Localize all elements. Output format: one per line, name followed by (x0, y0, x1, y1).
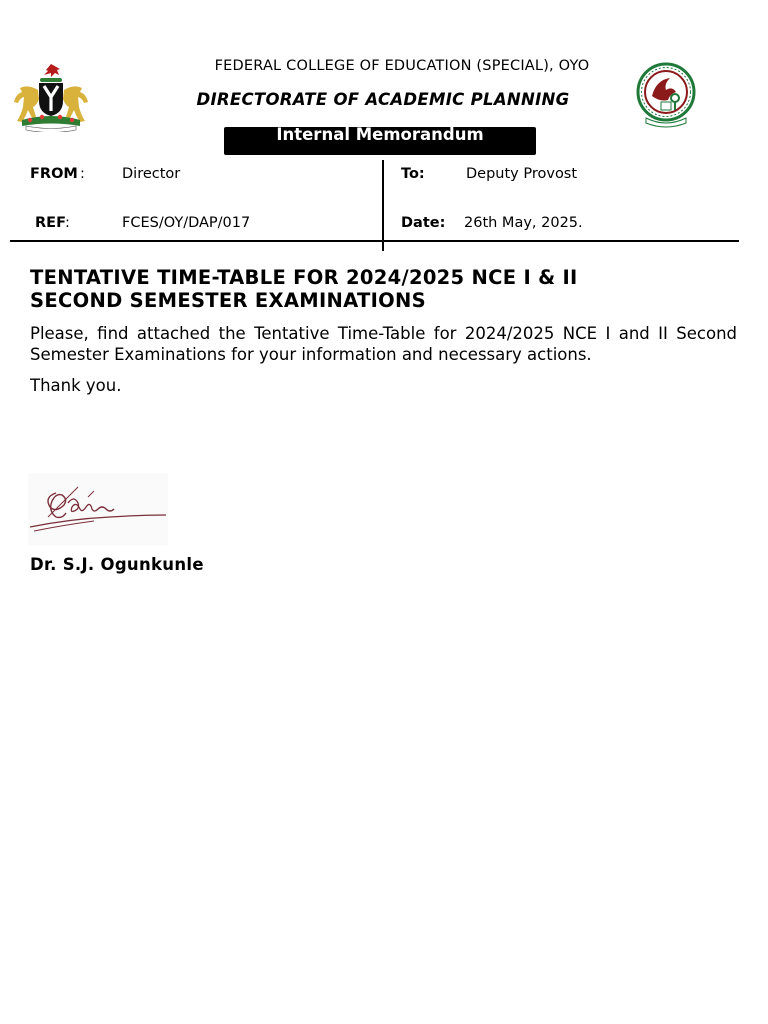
date-value: 26th May, 2025. (464, 215, 583, 231)
memo-closing: Thank you. (30, 376, 122, 395)
signature-icon (28, 473, 168, 545)
ref-value: FCES/OY/DAP/017 (122, 215, 251, 231)
memo-subject-line-2: SECOND SEMESTER EXAMINATIONS (30, 289, 427, 312)
memo-subject (30, 266, 630, 312)
from-value: Director (122, 166, 181, 182)
memo-subject-line-1: TENTATIVE TIME-TABLE FOR 2024/2025 NCE I & II (30, 266, 578, 289)
date-label: Date: (401, 215, 446, 231)
institution-name: FEDERAL COLLEGE OF EDUCATION (SPECIAL), OYO (214, 58, 590, 74)
directorate-title: DIRECTORATE OF ACADEMIC PLANNING (196, 90, 570, 109)
memo-header-vertical-divider (382, 160, 384, 251)
to-label: To: (401, 166, 425, 182)
memo-body-paragraph: Please, find attached the Tentative Time-Table for 2024/2025 NCE I and II Second Semester Examinations for your information and necessary actions. (30, 324, 737, 364)
to-value: Deputy Provost (466, 166, 578, 182)
ref-label: REF (35, 215, 66, 231)
memo-header-horizontal-divider (10, 240, 739, 242)
from-colon: : (80, 166, 85, 182)
signatory-name: Dr. S.J. Ogunkunle (30, 555, 204, 574)
memo-type-label: Internal Memorandum (276, 125, 484, 144)
from-label: FROM (30, 166, 78, 182)
ref-colon: : (65, 215, 70, 231)
